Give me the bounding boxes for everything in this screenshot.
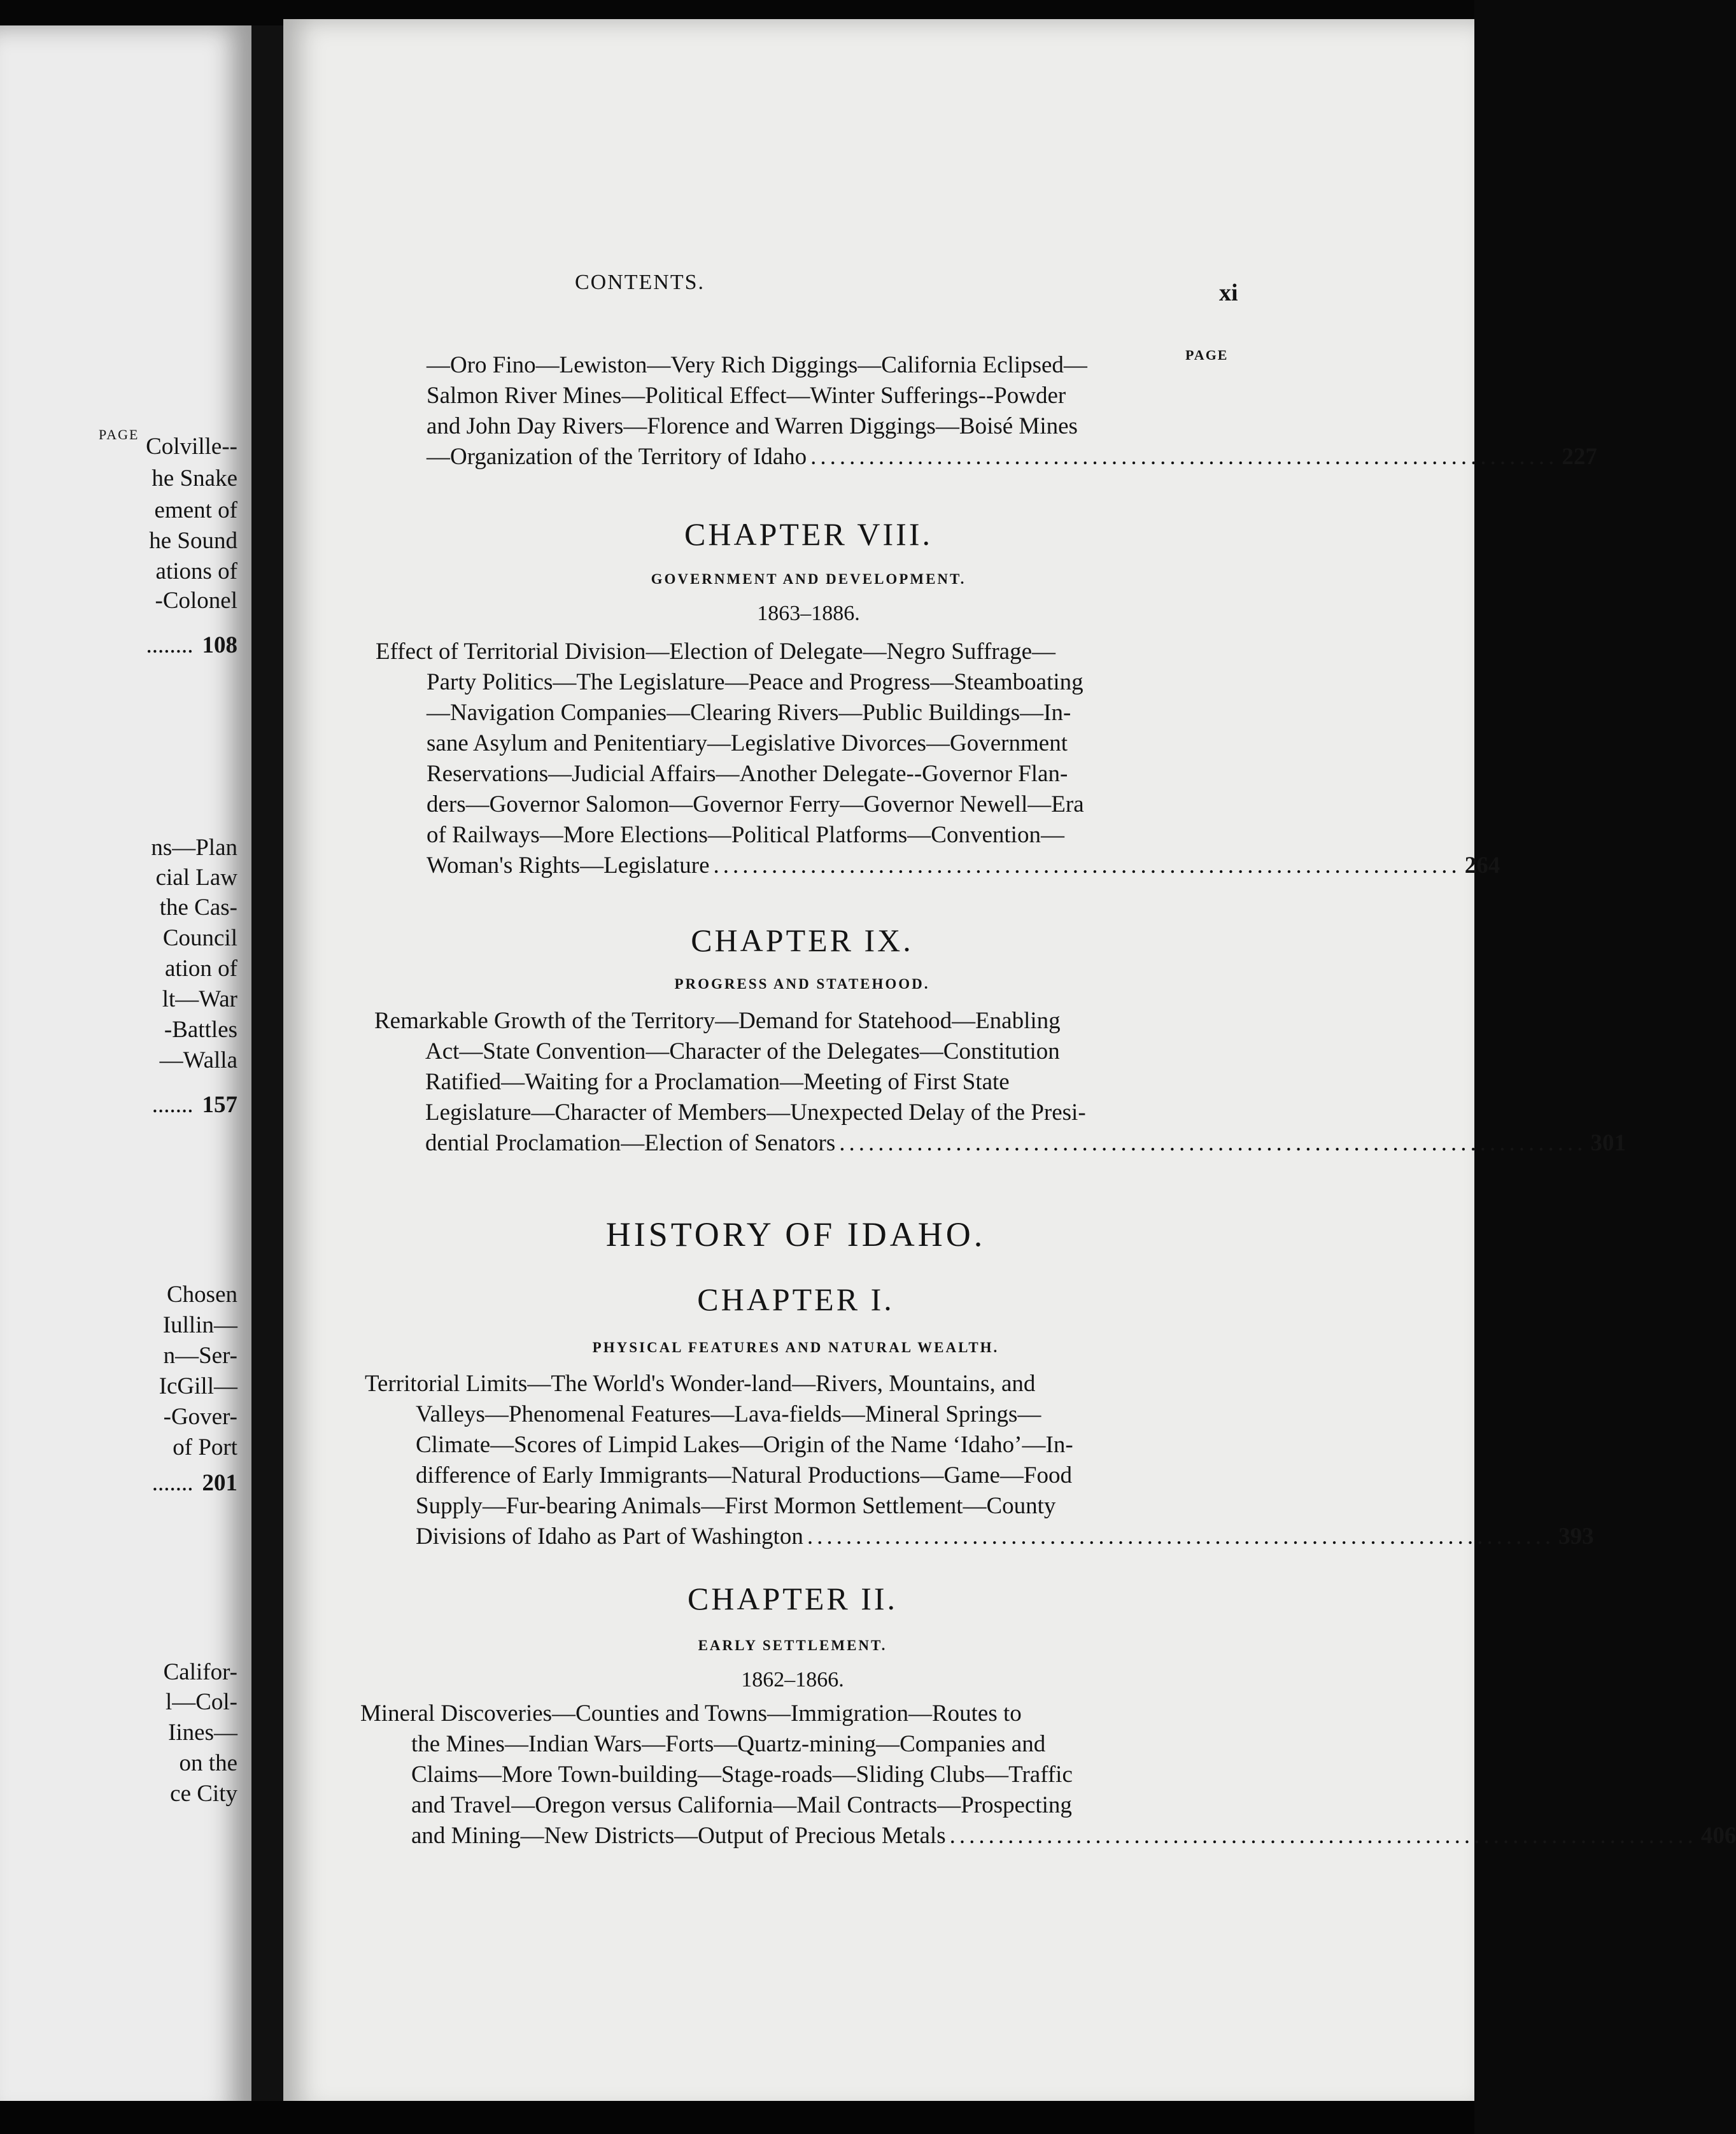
entry-line: —Organization of the Territory of Idaho (427, 444, 807, 470)
left-line-text: he Snake (152, 465, 237, 491)
left-page-line (152, 465, 237, 493)
left-page-line (160, 1047, 237, 1075)
left-line-text: —Walla (159, 1047, 237, 1073)
entry-line: and Mining—New Districts—Output of Precious Metals (411, 1823, 946, 1849)
left-page-line (163, 1311, 237, 1339)
left-line-text: Iines— (168, 1720, 237, 1746)
page-number: 301 (1590, 1130, 1626, 1156)
entry-last-line (365, 1522, 1594, 1552)
left-page-line (164, 1342, 237, 1370)
left-line-text: of Port (173, 1434, 237, 1460)
part-title: HISTORY OF IDAHO. (605, 1215, 986, 1254)
left-page-line (152, 1469, 237, 1497)
left-page-line (164, 1658, 237, 1686)
left-page-line (146, 433, 237, 461)
left-line-text: ....... (152, 1470, 194, 1496)
entry-line: sane Asylum and Penitentiary—Legislative Divorces—Government (427, 730, 1068, 756)
dot-leader: ............................................................................. (949, 1823, 1697, 1849)
entry-line: Divisions of Idaho as Part of Washington (416, 1523, 803, 1550)
left-page-line (180, 1749, 237, 1777)
toc-entry-chapter-viii (376, 637, 1500, 881)
entry-line: Reservations—Judicial Affairs—Another Delegate--Governor Flan- (427, 761, 1068, 787)
chapter-dates: 1863–1886. (757, 602, 860, 625)
entry-line: dential Proclamation—Election of Senators (425, 1130, 836, 1156)
dot-leader: ............................................................................. (810, 444, 1558, 470)
page-number: 406 (1700, 1823, 1736, 1849)
dot-leader: ............................................................................. (807, 1523, 1555, 1550)
chapter-subtitle: GOVERNMENT AND DEVELOPMENT. (651, 571, 966, 587)
left-line-text: ation of (164, 956, 237, 982)
entry-line: Valleys—Phenomenal Features—Lava-fields—Mineral Springs— (416, 1401, 1041, 1427)
left-line-text: ations of (155, 558, 237, 584)
left-page-line (168, 1719, 237, 1747)
left-line-text: ....... (152, 1092, 194, 1118)
entry-line: Climate—Scores of Limpid Lakes—Origin of the Name ‘Idaho’—In- (416, 1432, 1073, 1458)
left-line-text: lt—War (162, 986, 237, 1012)
entry-line: Supply—Fur-bearing Animals—First Mormon Settlement—County (416, 1493, 1056, 1519)
left-line-page-number: 108 (202, 632, 237, 658)
entry-line: Effect of Territorial Division—Election of Delegate—Negro Suffrage— (376, 639, 1056, 665)
left-line-text: ce City (170, 1781, 237, 1807)
left-line-text: -Gover- (163, 1404, 237, 1430)
entry-line: Party Politics—The Legislature—Peace and Progress—Steamboating (427, 669, 1083, 695)
dot-leader: ............................................................................. (839, 1130, 1587, 1156)
left-page-line (170, 1780, 237, 1808)
left-page-line (156, 864, 237, 892)
entry-line: and John Day Rivers—Florence and Warren Diggings—Boisé Mines (427, 413, 1078, 439)
toc-entry-chapter-i (365, 1369, 1594, 1552)
left-line-page-number: 157 (202, 1092, 237, 1118)
chapter-subtitle: PROGRESS AND STATEHOOD. (674, 976, 930, 992)
chapter-heading: CHAPTER II. (687, 1581, 898, 1616)
left-page-line (164, 1403, 237, 1431)
entry-line: and Travel—Oregon versus California—Mail Contracts—Prospecting (411, 1792, 1072, 1818)
left-page-line (164, 1016, 237, 1044)
entry-last-line (360, 1821, 1736, 1851)
left-page-line (167, 1281, 237, 1309)
entry-line: Territorial Limits—The World's Wonder-land—Rivers, Mountains, and (365, 1371, 1036, 1397)
chapter-subtitle: PHYSICAL FEATURES AND NATURAL WEALTH. (592, 1339, 999, 1355)
left-page-line (151, 834, 237, 862)
entry-line: —Navigation Companies—Clearing Rivers—Public Buildings—In- (427, 700, 1071, 726)
entry-last-line (374, 1128, 1626, 1159)
left-line-text: Council (162, 925, 237, 951)
chapter-heading: CHAPTER I. (697, 1282, 894, 1317)
left-line-text: on the (179, 1750, 237, 1776)
entry-last-line (376, 851, 1500, 881)
entry-line: Legislature—Character of Members—Unexpected Delay of the Presi- (425, 1099, 1086, 1126)
entry-line: Mineral Discoveries—Counties and Towns—Immigration—Routes to (360, 1700, 1022, 1727)
entry-line: Salmon River Mines—Political Effect—Winter Sufferings--Powder (427, 383, 1066, 409)
left-page-line (152, 1091, 237, 1119)
left-line-text: Colville-- (146, 434, 237, 460)
entry-line: Remarkable Growth of the Territory—Demand for Statehood—Enabling (374, 1008, 1061, 1034)
scan-bottom-border (0, 2101, 1474, 2134)
left-page-line (163, 924, 237, 952)
entry-line: Act—State Convention—Character of the Delegates—Constitution (425, 1038, 1060, 1064)
left-page-line (160, 894, 237, 922)
book-gutter (251, 25, 283, 2120)
left-line-text: IcGill— (159, 1373, 237, 1399)
left-page-line (165, 955, 237, 983)
dot-leader: ............................................................................. (713, 852, 1461, 879)
entry-last-line (427, 442, 1597, 472)
left-line-text: he Sound (149, 528, 237, 554)
chapter-heading: CHAPTER VIII. (684, 516, 933, 552)
left-line-text: ns—Plan (151, 835, 237, 861)
left-line-page-number: 201 (202, 1470, 237, 1496)
left-line-text: ement of (154, 497, 237, 523)
toc-entry-chapter-ix (374, 1006, 1626, 1159)
page-number: 227 (1562, 444, 1597, 470)
page-folio: xi (1219, 279, 1238, 306)
left-page-column-label: PAGE (99, 427, 139, 442)
left-line-text: n—Ser- (163, 1343, 237, 1369)
toc-entry-chapter-ii (360, 1699, 1736, 1851)
toc-entry-chapter-vii-continued (427, 350, 1597, 472)
entry-line: Woman's Rights—Legislature (427, 852, 710, 879)
entry-line: Claims—More Town-building—Stage-roads—Sliding Clubs—Traffic (411, 1762, 1073, 1788)
left-page-line (155, 587, 237, 615)
left-page-line (149, 527, 237, 555)
left-page-line (166, 1688, 237, 1716)
left-page-line (155, 497, 237, 525)
chapter-subtitle: EARLY SETTLEMENT. (698, 1637, 887, 1653)
running-head: CONTENTS. (574, 271, 705, 294)
left-page-line (173, 1434, 237, 1462)
left-line-text: -Colonel (155, 588, 237, 614)
chapter-heading: CHAPTER IX. (691, 922, 914, 958)
left-line-text: Iullin— (162, 1312, 237, 1338)
left-page-line (156, 558, 237, 586)
entry-line: Ratified—Waiting for a Proclamation—Meeting of First State (425, 1069, 1010, 1095)
left-line-text: -Battles (164, 1017, 237, 1043)
page-column-label: PAGE (1185, 347, 1229, 363)
left-facing-page (0, 25, 251, 2120)
chapter-dates: 1862–1866. (741, 1668, 844, 1692)
left-line-text: Chosen (167, 1282, 237, 1308)
entry-line: ders—Governor Salomon—Governor Ferry—Governor Newell—Era (427, 791, 1084, 817)
page-number: 264 (1464, 852, 1500, 879)
entry-line: of Railways—More Elections—Political Platforms—Convention— (427, 822, 1064, 848)
left-line-text: the Cas- (159, 894, 237, 921)
left-line-text: cial Law (155, 865, 237, 891)
left-line-text: ........ (146, 632, 194, 658)
entry-line: difference of Early Immigrants—Natural Productions—Game—Food (416, 1462, 1072, 1488)
left-page-line (159, 1373, 237, 1401)
page-number: 393 (1558, 1523, 1594, 1550)
left-line-text: l—Col- (165, 1689, 237, 1715)
entry-line: the Mines—Indian Wars—Forts—Quartz-mining—Companies and (411, 1731, 1046, 1757)
left-page-line (146, 632, 238, 660)
entry-line: —Oro Fino—Lewiston—Very Rich Diggings—California Eclipsed— (427, 352, 1087, 378)
left-page-line (162, 986, 237, 1014)
left-line-text: Califor- (163, 1659, 237, 1685)
